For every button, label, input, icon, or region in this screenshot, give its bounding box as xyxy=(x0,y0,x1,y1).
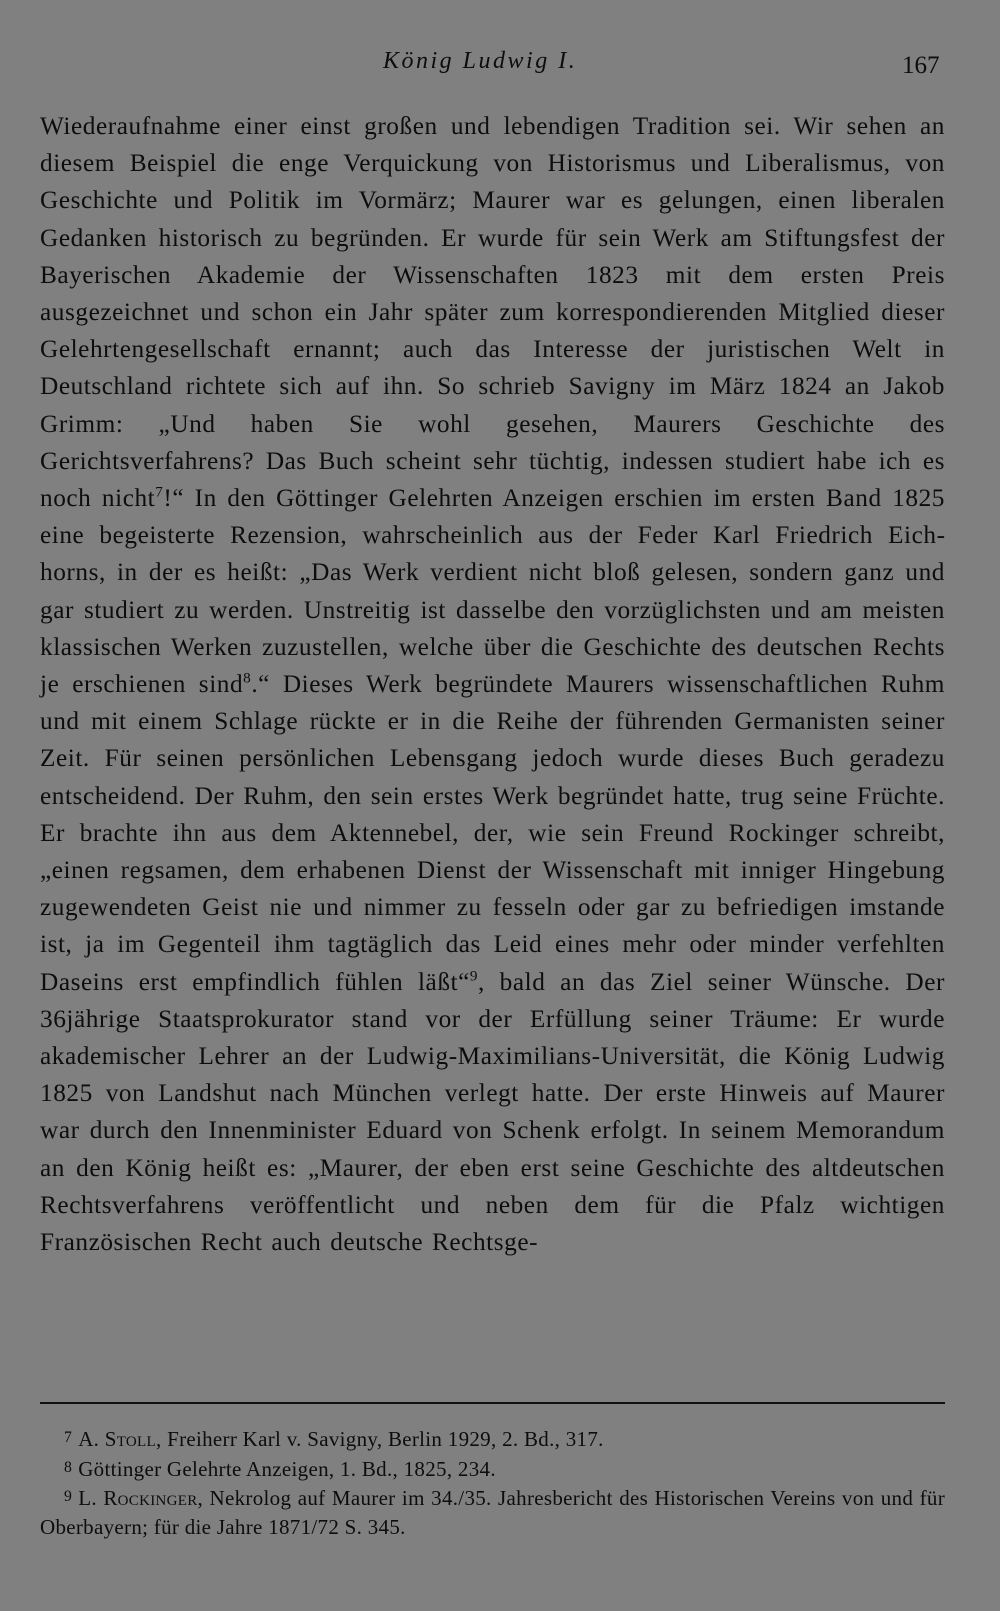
running-head xyxy=(0,48,1000,88)
body-paragraph xyxy=(40,108,945,1261)
footnote-number: 8 xyxy=(64,1458,73,1476)
body-text-part-1: Wiederaufnahme einer einst großen und lebendigen Tradition sei. Wir sehen an diesem Beispiel die enge Verquickung von Historismus und Liberalismus, von Geschichte und Politik im Vormärz; Maurer war es gelungen, einen liberalen Gedanken historisch zu begründen. Er wurde für sein Werk am Stiftungsfest der Bayerischen Akademie der Wissenschaften 1823 mit dem ersten Preis ausgezeichnet und schon ein Jahr später zum korrespondierenden Mitglied dieser Gelehrtengesellschaft ernannt; auch das Interesse der juristischen Welt in Deutschland richtete sich auf ihn. So schrieb Savigny im März 1824 an Jakob Grimm: „Und haben Sie wohl gesehen, Maurers Geschichte des Gerichtsverfahrens? Das Buch scheint sehr tüchtig, indessen studiert habe ich es noch nicht xyxy=(40,112,945,513)
footnote-number: 7 xyxy=(64,1429,73,1446)
footnotes xyxy=(40,1424,945,1541)
body-text-part-3: .“ Dieses Werk begründete Maurers wissenschaftlichen Ruhm und mit einem Schlage rückte er in die Reihe der führenden Germanisten seiner Zeit. Für seinen persönlichen Lebensgang jedoch wurde dieses Buch geradezu entscheidend. Der Ruhm, den sein erstes Werk begründet hatte, trug seine Früchte. Er brachte ihn aus dem Aktennebel, der, wie sein Freund Rockinger schreibt, „einen regsamen, dem erhabenen Dienst der Wissenschaft mit inniger Hingebung zugewendeten Geist nie und nimmer zu fesseln oder gar zu befriedigen imstande ist, ja im Gegenteil ihm tagtäglich das Leid eines mehr oder minder verfehlten Daseins erst empfindlich fühlen läßt“ xyxy=(40,670,945,996)
footnote-7 xyxy=(40,1424,945,1454)
body-text-part-2: !“ In den Göttinger Gelehrten Anzeigen erschien im ersten Band 1825 eine begeisterte Rezension, wahrscheinlich aus der Feder Karl Friedrich Eichhorns, in der es heißt: „Das Werk verdient nicht bloß gelesen, sondern ganz und gar studiert zu werden. Unstreitig ist dasselbe den vorzüglichsten und am meisten klassischen Werken zuzustellen, welche über die Geschichte des deutschen Rechts je erschienen sind xyxy=(40,484,945,699)
footnote-divider xyxy=(40,1402,945,1404)
footnote-author: A. Stoll xyxy=(78,1427,156,1451)
body-text-part-4: , bald an das Ziel seiner Wünsche. Der 36jährige Staatsprokurator stand vor der Erfüllung seiner Träume: Er wurde akademischer Lehrer an der Ludwig-Maximilians-Universität, die König Ludwig 1825 von Landshut nach München verlegt hatte. Der erste Hinweis auf Maurer war durch den Innenminister Eduard von Schenk erfolgt. In seinem Memorandum an den König heißt es: „Maurer, der eben erst seine Geschichte des altdeutschen Rechtsverfahrens veröffentlicht und neben dem für die Pfalz wichtigen Französischen Recht auch deutsche Rechtsge- xyxy=(40,967,945,1257)
running-title: König Ludwig I. xyxy=(383,48,578,74)
footnote-author: L. Rockinger xyxy=(78,1486,198,1510)
footnote-text: , Freiherr Karl v. Savigny, Berlin 1929, 2. Bd., 317. xyxy=(155,1427,604,1451)
footnote-8 xyxy=(40,1454,945,1484)
footnote-number: 9 xyxy=(64,1488,73,1505)
footnote-ref-8: 8 xyxy=(243,669,252,687)
footnote-text: , Nekrolog auf Maurer im 34./35. Jahresbericht des Historischen Vereins von und für Oberbayern; für die Jahre 1871/72 S. 345. xyxy=(40,1486,945,1539)
footnote-ref-9: 9 xyxy=(469,967,479,985)
footnote-text: Göttinger Gelehrte Anzeigen, 1. Bd., 1825, 234. xyxy=(78,1456,496,1481)
footnote-9 xyxy=(40,1483,945,1541)
page-number: 167 xyxy=(902,52,940,79)
footnote-ref-7: 7 xyxy=(155,483,164,501)
